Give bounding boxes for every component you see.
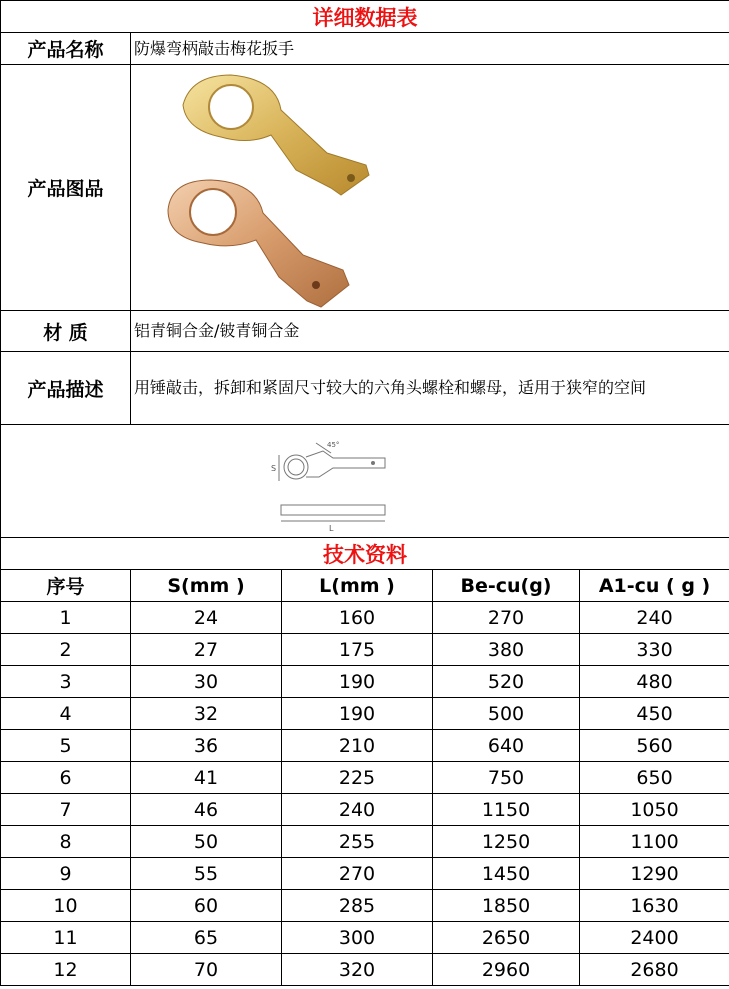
table-row	[1, 730, 729, 762]
cell-no: 6	[1, 762, 131, 794]
cell-l: 255	[282, 826, 433, 858]
cell-al-cu: 1630	[580, 890, 729, 922]
cell-l: 270	[282, 858, 433, 890]
cell-s: 70	[131, 954, 282, 986]
diagram-angle-label: 45°	[327, 441, 340, 449]
cell-no: 2	[1, 634, 131, 666]
cell-l: 320	[282, 954, 433, 986]
cell-no: 5	[1, 730, 131, 762]
cell-be-cu: 270	[433, 602, 580, 634]
table-row	[1, 698, 729, 730]
cell-s: 36	[131, 730, 282, 762]
table-row	[1, 954, 729, 986]
cell-l: 210	[282, 730, 433, 762]
product-image-label: 产品图品	[1, 65, 131, 311]
col-header-s: S(mm )	[131, 570, 282, 602]
cell-be-cu: 1150	[433, 794, 580, 826]
cell-s: 60	[131, 890, 282, 922]
tech-table-header	[1, 570, 729, 602]
cell-l: 160	[282, 602, 433, 634]
col-header-l: L(mm )	[282, 570, 433, 602]
cell-l: 190	[282, 698, 433, 730]
dimension-diagram-cell	[1, 425, 729, 538]
wrench-photo-icon	[131, 65, 728, 310]
cell-be-cu: 2960	[433, 954, 580, 986]
sheet-title: 详细数据表	[1, 1, 729, 33]
cell-al-cu: 450	[580, 698, 729, 730]
cell-no: 12	[1, 954, 131, 986]
table-row	[1, 890, 729, 922]
cell-no: 4	[1, 698, 131, 730]
cell-l: 190	[282, 666, 433, 698]
cell-no: 11	[1, 922, 131, 954]
cell-be-cu: 2650	[433, 922, 580, 954]
cell-l: 175	[282, 634, 433, 666]
cell-s: 27	[131, 634, 282, 666]
cell-no: 9	[1, 858, 131, 890]
cell-s: 30	[131, 666, 282, 698]
cell-al-cu: 560	[580, 730, 729, 762]
cell-no: 1	[1, 602, 131, 634]
cell-be-cu: 380	[433, 634, 580, 666]
cell-l: 225	[282, 762, 433, 794]
cell-s: 46	[131, 794, 282, 826]
cell-be-cu: 640	[433, 730, 580, 762]
cell-no: 10	[1, 890, 131, 922]
description-value: 用锤敲击，拆卸和紧固尺寸较大的六角头螺栓和螺母，适用于狭窄的空间	[131, 352, 729, 425]
cell-al-cu: 1050	[580, 794, 729, 826]
table-row	[1, 666, 729, 698]
product-photo	[131, 65, 728, 310]
cell-be-cu: 750	[433, 762, 580, 794]
material-label: 材 质	[1, 311, 131, 352]
product-image-cell	[131, 65, 729, 311]
col-header-be-cu: Be-cu(g)	[433, 570, 580, 602]
cell-s: 55	[131, 858, 282, 890]
cell-al-cu: 240	[580, 602, 729, 634]
cell-be-cu: 1250	[433, 826, 580, 858]
cell-no: 3	[1, 666, 131, 698]
cell-s: 24	[131, 602, 282, 634]
product-name-label: 产品名称	[1, 33, 131, 65]
table-row	[1, 858, 729, 890]
cell-be-cu: 500	[433, 698, 580, 730]
cell-al-cu: 1100	[580, 826, 729, 858]
cell-s: 65	[131, 922, 282, 954]
table-row	[1, 922, 729, 954]
wrench-diagram-icon	[1, 425, 728, 537]
cell-s: 50	[131, 826, 282, 858]
tech-section-title: 技术资料	[1, 538, 729, 570]
table-row	[1, 826, 729, 858]
cell-l: 285	[282, 890, 433, 922]
lower-wrench-icon	[168, 180, 349, 307]
cell-al-cu: 2400	[580, 922, 729, 954]
table-row	[1, 634, 729, 666]
cell-s: 41	[131, 762, 282, 794]
cell-al-cu: 1290	[580, 858, 729, 890]
cell-l: 240	[282, 794, 433, 826]
cell-al-cu: 2680	[580, 954, 729, 986]
cell-be-cu: 1850	[433, 890, 580, 922]
col-header-no: 序号	[1, 570, 131, 602]
table-row	[1, 602, 729, 634]
cell-al-cu: 330	[580, 634, 729, 666]
diagram-s-label: S	[271, 464, 277, 473]
cell-al-cu: 480	[580, 666, 729, 698]
cell-al-cu: 650	[580, 762, 729, 794]
cell-no: 8	[1, 826, 131, 858]
upper-wrench-icon	[183, 75, 369, 195]
cell-l: 300	[282, 922, 433, 954]
diagram-l-label: L	[329, 524, 334, 533]
cell-no: 7	[1, 794, 131, 826]
table-row	[1, 794, 729, 826]
material-value: 铝青铜合金/铍青铜合金	[131, 311, 729, 352]
cell-be-cu: 520	[433, 666, 580, 698]
table-row	[1, 762, 729, 794]
product-name-value: 防爆弯柄敲击梅花扳手	[131, 33, 729, 65]
description-label: 产品描述	[1, 352, 131, 425]
cell-be-cu: 1450	[433, 858, 580, 890]
col-header-al-cu: A1-cu ( g )	[580, 570, 729, 602]
cell-s: 32	[131, 698, 282, 730]
dimension-diagram	[1, 425, 728, 537]
